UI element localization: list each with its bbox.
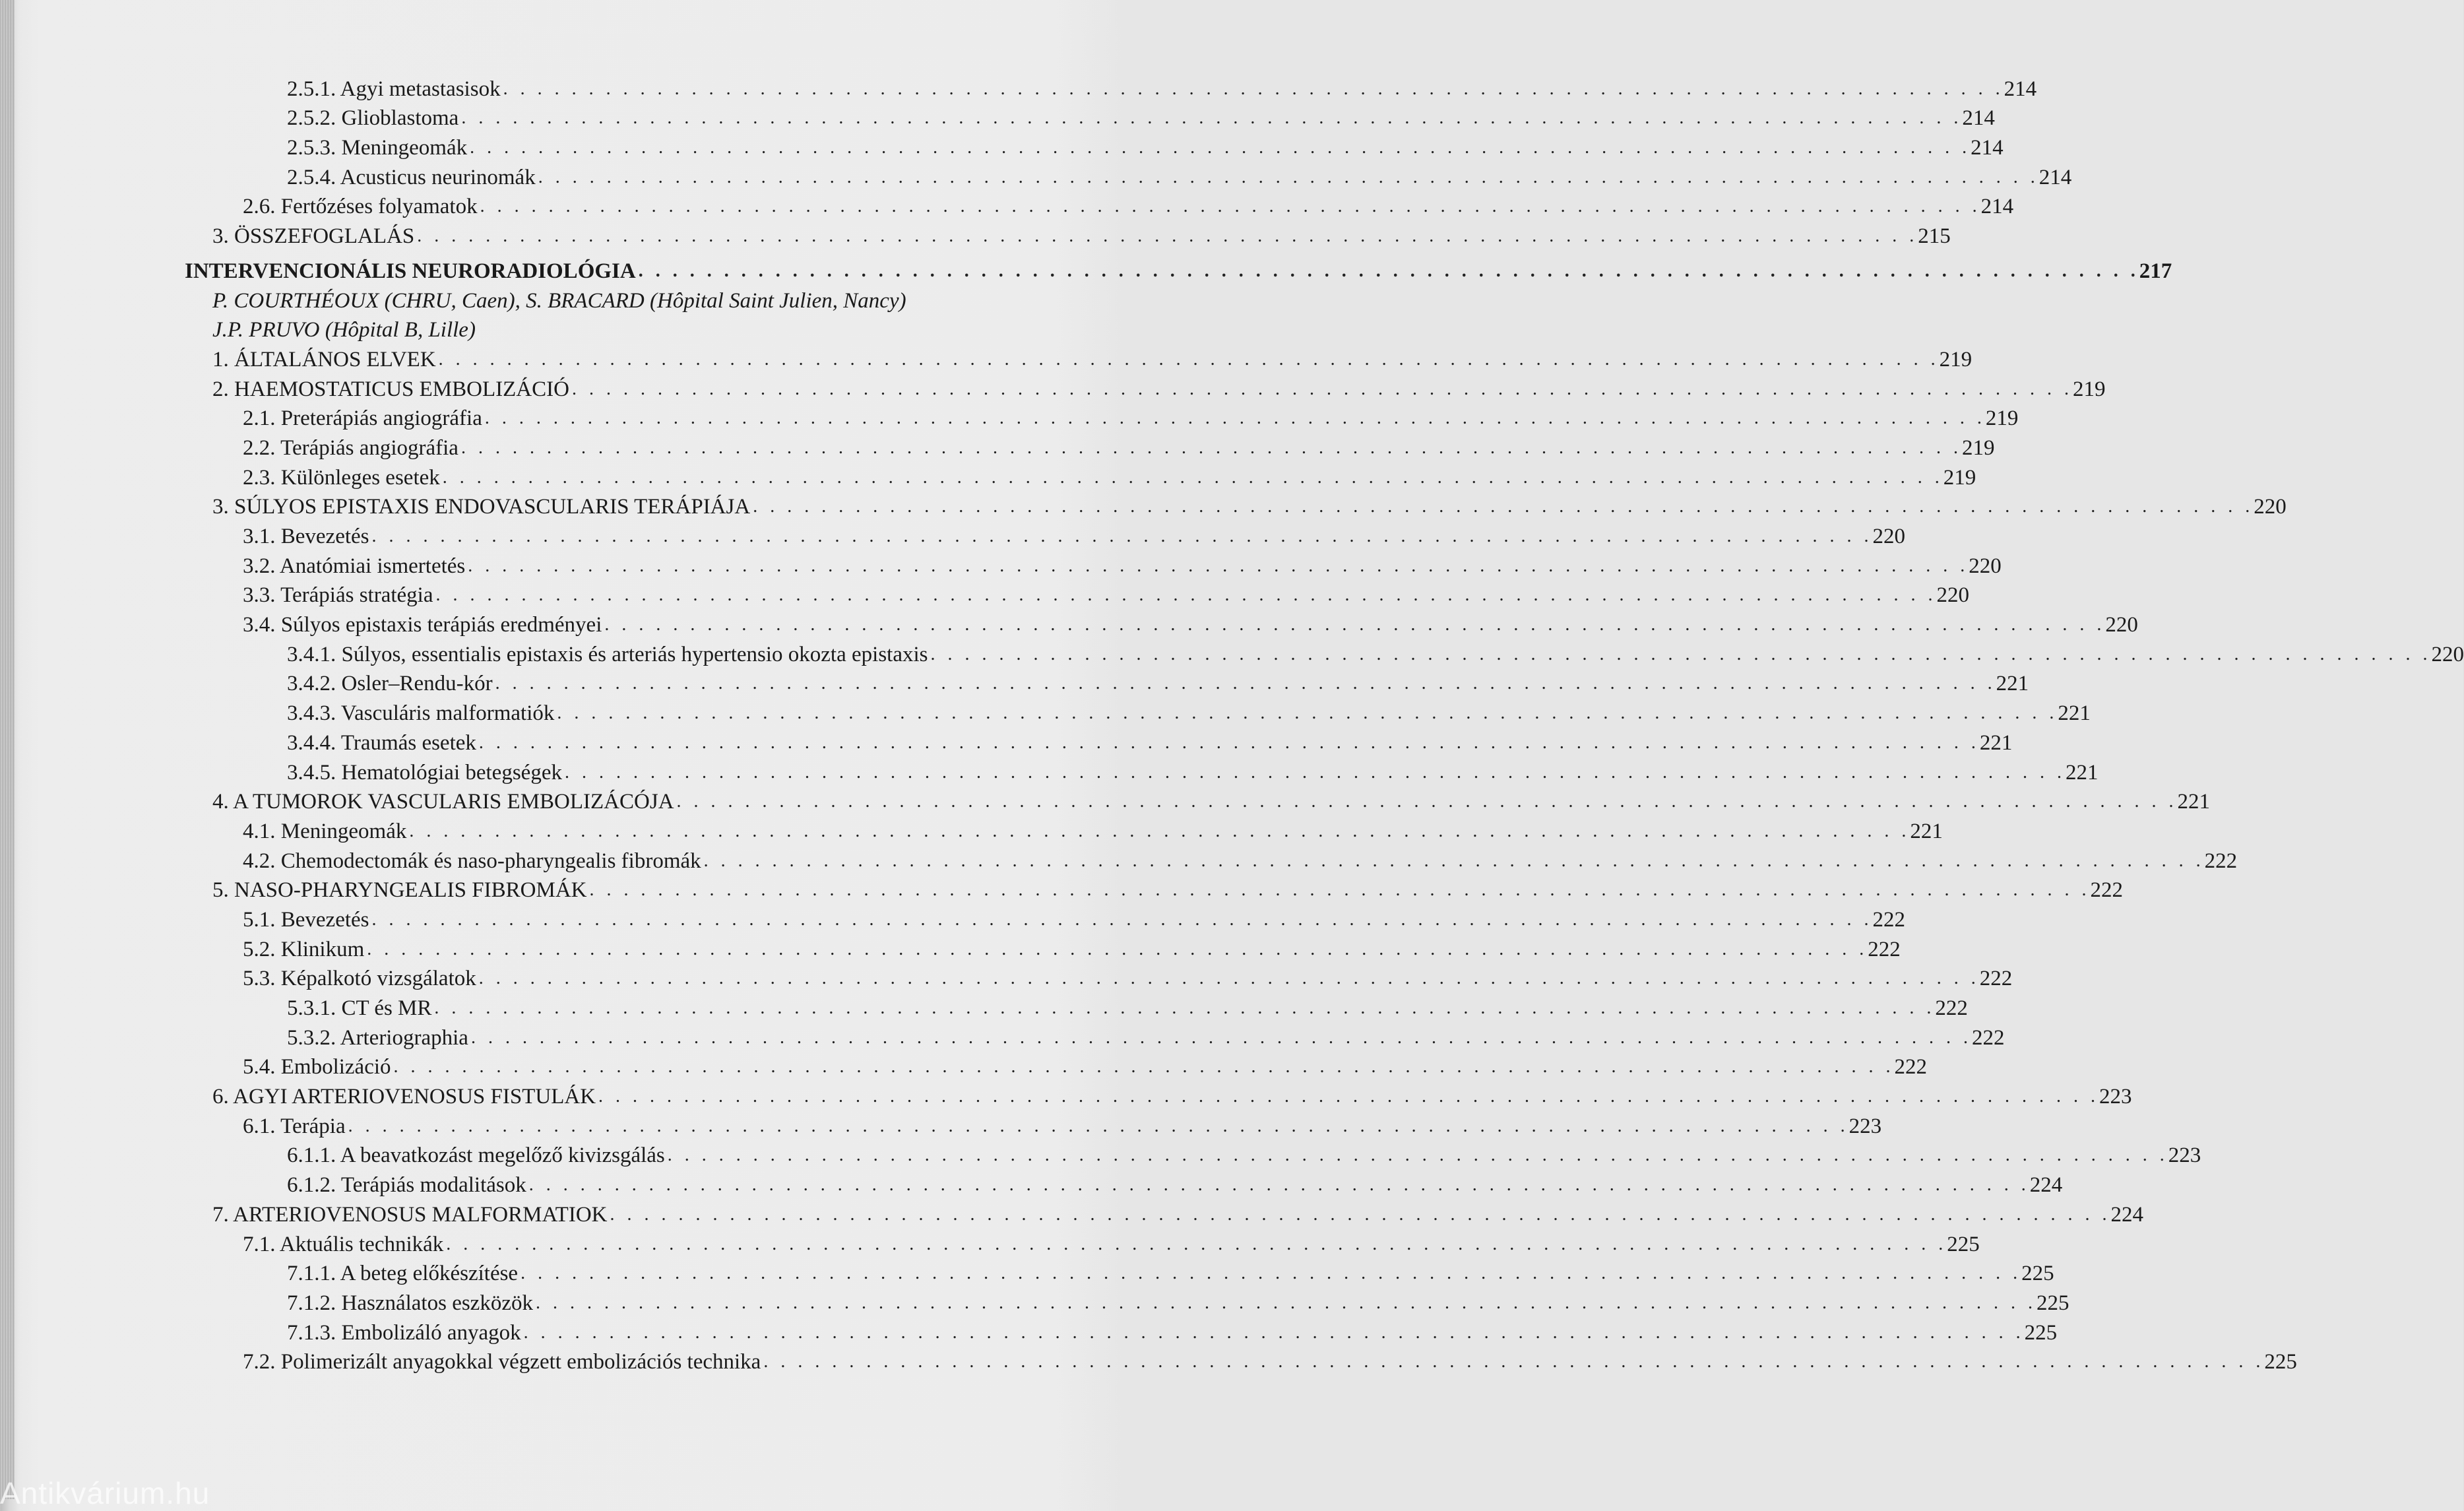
toc-page-number: 219: [1940, 346, 1973, 373]
toc-page-number: 224: [2110, 1202, 2143, 1228]
dot-leader: . . . . . . . . . . . . . . . . . . . . . . . . . . . . . . . . . . . . . . . . . . . . . . . . . . . . . . . . . . . . . . . . . . . . . . . . . . . . . . . . . . . . . . . .: [480, 195, 1981, 218]
toc-entry-label: 2.5.2. Glioblastoma: [287, 105, 461, 131]
toc-page-number: 223: [1849, 1113, 1882, 1140]
dot-leader: . . . . . . . . . . . . . . . . . . . . . . . . . . . . . . . . . . . . . . . . . . . . . . . . . . . . . . . . . . . . . . . . . . . . . . . . . . . . . . . . . . . . . . . .: [704, 850, 2205, 872]
toc-entry-label: 7.1.3. Embolizáló anyagok: [287, 1320, 524, 1346]
toc-page-number: 222: [1873, 907, 1906, 933]
toc-chapter-title: [0, 255, 1124, 284]
toc-entry-label: INTERVENCIONÁLIS NEURORADIOLÓGIA: [185, 258, 639, 284]
toc-entry: [0, 161, 1124, 191]
toc-entry-label: 5. NASO-PHARYNGEALIS FIBROMÁK: [212, 877, 589, 903]
toc-entry-label: 5.2. Klinikum: [243, 936, 367, 963]
toc-page-number: 214: [2039, 164, 2072, 191]
toc-entry: [0, 638, 1124, 668]
dot-leader: . . . . . . . . . . . . . . . . . . . . . . . . . . . . . . . . . . . . . . . . . . . . . . . . . . . . . . . . . . . . . . . . . . . . . . . . . . . . . . . . . . . . . . . .: [495, 672, 1996, 695]
dot-leader: . . . . . . . . . . . . . . . . . . . . . . . . . . . . . . . . . . . . . . . . . . . . . . . . . . . . . . . . . . . . . . . . . . . . . . . . . . . . . . . . . . . . . . . .: [753, 496, 2254, 518]
toc-entry: [0, 697, 1124, 726]
toc-entry-label: 3.4.4. Traumás esetek: [287, 730, 479, 756]
dot-leader: . . . . . . . . . . . . . . . . . . . . . . . . . . . . . . . . . . . . . . . . . . . . . . . . . . . . . . . . . . . . . . . . . . . . . . . . . . . . . . . . . . . . . . . .: [521, 1262, 2021, 1285]
toc-entry: [0, 102, 1124, 132]
toc-page-number: 217: [2139, 258, 2172, 284]
toc-entry: [0, 992, 1124, 1021]
dot-leader: . . . . . . . . . . . . . . . . . . . . . . . . . . . . . . . . . . . . . . . . . . . . . . . . . . . . . . . . . . . . . . . . . . . . . . . . . . . . . . . . . . . . . . . .: [479, 967, 1980, 990]
toc-entry-label: 3.2. Anatómiai ismertetés: [243, 553, 468, 579]
toc-entry: [0, 815, 1124, 845]
toc-entry-label: 7.1. Aktuális technikák: [243, 1231, 446, 1258]
toc-page-number: 222: [1980, 965, 2013, 992]
dot-leader: . . . . . . . . . . . . . . . . . . . . . . . . . . . . . . . . . . . . . . . . . . . . . . . . . . . . . . . . . . . . . . . . . . . . . . . . . . . . . . . . . . . . . . . .: [668, 1144, 2168, 1167]
toc-page-number: 225: [1947, 1231, 1980, 1258]
toc-entry: [0, 786, 1124, 816]
toc-page-number: 220: [1969, 553, 2002, 579]
toc-entry: [0, 131, 1124, 161]
toc-entry-label: 3.4.3. Vasculáris malformatiók: [287, 700, 557, 726]
dot-leader: . . . . . . . . . . . . . . . . . . . . . . . . . . . . . . . . . . . . . . . . . . . . . . . . . . . . . . . . . . . . . . . . . . . . . . . . . . . . . . . . . . . . . . . .: [572, 378, 2073, 401]
toc-entry-label: 6. AGYI ARTERIOVENOSUS FISTULÁK: [212, 1083, 598, 1110]
toc-page-number: 220: [2254, 494, 2287, 520]
toc-entry-label: 3.4. Súlyos epistaxis terápiás eredményei: [243, 612, 604, 638]
toc-entry: [0, 1169, 1124, 1198]
dot-leader: . . . . . . . . . . . . . . . . . . . . . . . . . . . . . . . . . . . . . . . . . . . . . . . . . . . . . . . . . . . . . . . . . . . . . . . . . . . . . . . . . . . . . . . .: [348, 1115, 1849, 1138]
dot-leader: . . . . . . . . . . . . . . . . . . . . . . . . . . . . . . . . . . . . . . . . . . . . . . . . . . . . . . . . . . . . . . . . . . . . . . . . . . . . . . . . . . . . . . . .: [409, 820, 1910, 843]
dot-leader: . . . . . . . . . . . . . . . . . . . . . . . . . . . . . . . . . . . . . . . . . . . . . . . . . . . . . . . . . . . . . . . . . . . . . . . . . . . . . . . . . . . . . . . .: [677, 790, 2178, 813]
toc-entry-label: J.P. PRUVO (Hôpital B, Lille): [212, 317, 478, 343]
toc-entry-label: 2.5.1. Agyi metastasisok: [287, 76, 503, 102]
toc-page-number: 221: [2066, 759, 2099, 786]
toc-entry-label: 5.3. Képalkotó vizsgálatok: [243, 965, 479, 992]
toc-entry: [0, 845, 1124, 874]
toc-entry-label: 3.4.5. Hematológiai betegségek: [287, 759, 565, 786]
toc-entry: [0, 1228, 1124, 1258]
dot-leader: . . . . . . . . . . . . . . . . . . . . . . . . . . . . . . . . . . . . . . . . . . . . . . . . . . . . . . . . . . . . . . . . . . . . . . . . . . . . . . . . . . . . . . . .: [394, 1056, 1895, 1078]
dot-leader: . . . . . . . . . . . . . . . . . . . . . . . . . . . . . . . . . . . . . . . . . . . . . . . . . . . . . . . . . . . . . . . . . . . . . . . . . . . . . . . . . . . . . . . .: [434, 997, 1935, 1019]
toc-entry-label: 3.1. Bevezetés: [243, 523, 372, 550]
toc-page-number: 220: [2432, 641, 2464, 668]
dot-leader: . . . . . . . . . . . . . . . . . . . . . . . . . . . . . . . . . . . . . . . . . . . . . . . . . . . . . . . . . . . . . . . . . . . . . . . . . . . . . . . . . . . . . . . .: [461, 107, 1962, 129]
toc-entry-label: 1. ÁLTALÁNOS ELVEK: [212, 346, 439, 373]
toc-page-number: 222: [1868, 936, 1901, 963]
toc-entry: [0, 1110, 1124, 1140]
toc-entry: [0, 903, 1124, 933]
toc-page-number: 215: [1918, 223, 1951, 249]
dot-leader: . . . . . . . . . . . . . . . . . . . . . . . . . . . . . . . . . . . . . . . . . . . . . . . . . . . . . . . . . . . . . . . . . . . . . . . . . . . . . . . . . . . . . . . .: [470, 137, 1971, 159]
toc-entry: [0, 1316, 1124, 1346]
toc-entry-label: 3.4.2. Osler–Rendu-kór: [287, 670, 495, 697]
dot-leader: . . . . . . . . . . . . . . . . . . . . . . . . . . . . . . . . . . . . . . . . . . . . . . . . . . . . . . . . . . . . . . . . . . . . . . . . . . . . . . . . . . . . . . . .: [435, 584, 1936, 606]
toc-page-number: 214: [1971, 135, 2004, 161]
toc-page-number: 219: [1943, 465, 1976, 491]
toc-page-number: 222: [2090, 877, 2123, 903]
toc-entry-label: 2.5.3. Meningeomák: [287, 135, 470, 161]
dot-leader: . . . . . . . . . . . . . . . . . . . . . . . . . . . . . . . . . . . . . . . . . . . . . . . . . . . . . . . . . . . . . . . . . . . . . . . . . . . . . . . . . . . . . . . .: [372, 525, 1873, 548]
toc-entry-label: 7.1.2. Használatos eszközök: [287, 1290, 536, 1316]
dot-leader: . . . . . . . . . . . . . . . . . . . . . . . . . . . . . . . . . . . . . . . . . . . . . . . . . . . . . . . . . . . . . . . . . . . . . . . . . . . . . . . . . . . . . . . .: [763, 1351, 2264, 1373]
toc-entry: [0, 73, 1124, 102]
dot-leader: . . . . . . . . . . . . . . . . . . . . . . . . . . . . . . . . . . . . . . . . . . . . . . . . . . . . . . . . . . . . . . . . . . . . . . . . . . . . . . . . . . . . . . . .: [610, 1204, 2110, 1226]
dot-leader: . . . . . . . . . . . . . . . . . . . . . . . . . . . . . . . . . . . . . . . . . . . . . . . . . . . . . . . . . . . . . . . . . . . . . . . . . . . . . . . . . . . . . . . .: [604, 614, 2105, 636]
dot-leader: . . . . . . . . . . . . . . . . . . . . . . . . . . . . . . . . . . . . . . . . . . . . . . . . . . . . . . . . . . . . . . . . . . . . . . . . . . . . . . . . . . . . . . . .: [446, 1233, 1947, 1256]
toc-entry: [0, 933, 1124, 963]
toc-entry-label: 2.1. Preterápiás angiográfia: [243, 405, 485, 432]
dot-leader: . . . . . . . . . . . . . . . . . . . . . . . . . . . . . . . . . . . . . . . . . . . . . . . . . . . . . . . . . . . . . . . . . . . . . . . . . . . . . . . . . . . . . . . .: [538, 166, 2039, 189]
dot-leader: . . . . . . . . . . . . . . . . . . . . . . . . . . . . . . . . . . . . . . . . . . . . . . . . . . . . . . . . . . . . . . . . . . . . . . . . . . . . . . . . . . . . . . . .: [503, 78, 2004, 100]
toc-entry: [0, 432, 1124, 461]
toc-entry-label: 7.1.1. A beteg előkészítése: [287, 1260, 521, 1287]
toc-page-number: 221: [1996, 670, 2029, 697]
toc-entry-label: 4. A TUMOROK VASCULARIS EMBOLIZÁCÓJA: [212, 788, 677, 815]
table-of-contents: [0, 73, 1124, 1375]
toc-entry: [0, 220, 1124, 249]
toc-page-number: 222: [1972, 1025, 2005, 1051]
toc-page-number: 225: [2037, 1290, 2069, 1316]
toc-entry-label: 2.6. Fertőzéses folyamatok: [243, 193, 480, 220]
toc-entry-label: 6.1.2. Terápiás modalitások: [287, 1172, 529, 1198]
dot-leader: . . . . . . . . . . . . . . . . . . . . . . . . . . . . . . . . . . . . . . . . . . . . . . . . . . . . . . . . . . . . . . . . . . . . . . . . . . . . . . . . . . . . . . . .: [443, 466, 1943, 489]
toc-page-number: 224: [2030, 1172, 2063, 1198]
toc-entry: [0, 1258, 1124, 1287]
dot-leader: . . . . . . . . . . . . . . . . . . . . . . . . . . . . . . . . . . . . . . . . . . . . . . . . . . . . . . . . . . . . . . . . . . . . . . . . . . . . . . . . . . . . . . . .: [417, 225, 1918, 247]
toc-page-number: 220: [1936, 582, 1969, 608]
toc-entry: [0, 608, 1124, 638]
toc-author-line: [0, 284, 1124, 314]
dot-leader: . . . . . . . . . . . . . . . . . . . . . . . . . . . . . . . . . . . . . . . . . . . . . . . . . . . . . . . . . . . . . . . . . . . . . . . . . . . . . . . . . . . . . . . .: [598, 1085, 2099, 1108]
dot-leader: . . . . . . . . . . . . . . . . . . . . . . . . . . . . . . . . . . . . . . . . . . . . . . . . . . . . . . . . . . . . . . . . . . . . . . . . . . . . . . . . . . . . . . . .: [639, 260, 2139, 282]
dot-leader: . . . . . . . . . . . . . . . . . . . . . . . . . . . . . . . . . . . . . . . . . . . . . . . . . . . . . . . . . . . . . . . . . . . . . . . . . . . . . . . . . . . . . . . .: [439, 348, 1940, 371]
toc-entry-label: 2.2. Terápiás angiográfia: [243, 435, 461, 461]
toc-page-number: 225: [2025, 1320, 2058, 1346]
dot-leader: . . . . . . . . . . . . . . . . . . . . . . . . . . . . . . . . . . . . . . . . . . . . . . . . . . . . . . . . . . . . . . . . . . . . . . . . . . . . . . . . . . . . . . . .: [589, 879, 2090, 901]
toc-entry-label: 2.3. Különleges esetek: [243, 465, 443, 491]
toc-entry-label: 5.1. Bevezetés: [243, 907, 372, 933]
toc-entry: [0, 756, 1124, 786]
toc-entry: [0, 520, 1124, 550]
dot-leader: . . . . . . . . . . . . . . . . . . . . . . . . . . . . . . . . . . . . . . . . . . . . . . . . . . . . . . . . . . . . . . . . . . . . . . . . . . . . . . . . . . . . . . . .: [367, 938, 1868, 961]
toc-entry: [0, 874, 1124, 904]
toc-page-number: 221: [1910, 818, 1943, 845]
toc-page-number: 221: [2058, 700, 2091, 726]
toc-entry: [0, 1198, 1124, 1228]
toc-entry: [0, 1080, 1124, 1110]
toc-entry: [0, 343, 1124, 373]
toc-entry: [0, 1021, 1124, 1051]
toc-entry: [0, 373, 1124, 402]
toc-page-number: 219: [1986, 405, 2019, 432]
toc-entry: [0, 550, 1124, 579]
toc-entry-label: 6.1.1. A beavatkozást megelőző kivizsgálás: [287, 1142, 668, 1169]
toc-page-number: 219: [2073, 376, 2106, 402]
toc-entry: [0, 726, 1124, 756]
dot-leader: . . . . . . . . . . . . . . . . . . . . . . . . . . . . . . . . . . . . . . . . . . . . . . . . . . . . . . . . . . . . . . . . . . . . . . . . . . . . . . . . . . . . . . . .: [479, 732, 1980, 754]
toc-page-number: 219: [1962, 435, 1995, 461]
toc-entry: [0, 461, 1124, 491]
watermark: Antikvárium.hu: [0, 1475, 210, 1511]
toc-page-number: 214: [1981, 193, 2014, 220]
toc-entry-label: 3. ÖSSZEFOGLALÁS: [212, 223, 417, 249]
toc-page-number: 222: [1895, 1054, 1928, 1080]
toc-entry-label: 5.4. Embolizáció: [243, 1054, 394, 1080]
toc-entry: [0, 668, 1124, 697]
toc-author-line: [0, 314, 1124, 344]
toc-entry: [0, 1051, 1124, 1081]
toc-page-number: 222: [1935, 995, 1968, 1021]
toc-page-number: 221: [1980, 730, 2013, 756]
dot-leader: . . . . . . . . . . . . . . . . . . . . . . . . . . . . . . . . . . . . . . . . . . . . . . . . . . . . . . . . . . . . . . . . . . . . . . . . . . . . . . . . . . . . . . . .: [536, 1292, 2037, 1314]
toc-entry-label: 7. ARTERIOVENOSUS MALFORMATIOK: [212, 1202, 610, 1228]
dot-leader: . . . . . . . . . . . . . . . . . . . . . . . . . . . . . . . . . . . . . . . . . . . . . . . . . . . . . . . . . . . . . . . . . . . . . . . . . . . . . . . . . . . . . . . .: [485, 407, 1986, 430]
toc-entry-label: 2. HAEMOSTATICUS EMBOLIZÁCIÓ: [212, 376, 572, 402]
toc-entry-label: 3. SÚLYOS EPISTAXIS ENDOVASCULARIS TERÁPIÁJA: [212, 494, 753, 520]
toc-entry-label: 3.4.1. Súlyos, essentialis epistaxis és arteriás hypertensio okozta epistaxis: [287, 641, 931, 668]
toc-entry-label: P. COURTHÉOUX (CHRU, Caen), S. BRACARD (Hôpital Saint Julien, Nancy): [212, 288, 909, 314]
toc-entry-label: 3.3. Terápiás stratégia: [243, 582, 435, 608]
dot-leader: . . . . . . . . . . . . . . . . . . . . . . . . . . . . . . . . . . . . . . . . . . . . . . . . . . . . . . . . . . . . . . . . . . . . . . . . . . . . . . . . . . . . . . . .: [471, 1027, 1972, 1049]
toc-entry-label: 4.1. Meningeomák: [243, 818, 409, 845]
dot-leader: . . . . . . . . . . . . . . . . . . . . . . . . . . . . . . . . . . . . . . . . . . . . . . . . . . . . . . . . . . . . . . . . . . . . . . . . . . . . . . . . . . . . . . . .: [557, 702, 2058, 724]
dot-leader: . . . . . . . . . . . . . . . . . . . . . . . . . . . . . . . . . . . . . . . . . . . . . . . . . . . . . . . . . . . . . . . . . . . . . . . . . . . . . . . . . . . . . . . .: [468, 555, 1969, 577]
toc-page-number: 220: [1873, 523, 1906, 550]
toc-entry: [0, 491, 1124, 521]
toc-entry-label: 2.5.4. Acusticus neurinomák: [287, 164, 538, 191]
toc-entry: [0, 402, 1124, 432]
toc-entry-label: 5.3.2. Arteriographia: [287, 1025, 471, 1051]
toc-page-number: 214: [2004, 76, 2037, 102]
dot-leader: . . . . . . . . . . . . . . . . . . . . . . . . . . . . . . . . . . . . . . . . . . . . . . . . . . . . . . . . . . . . . . . . . . . . . . . . . . . . . . . . . . . . . . . .: [931, 643, 2432, 666]
toc-page-number: 221: [2178, 788, 2211, 815]
toc-entry-label: 6.1. Terápia: [243, 1113, 348, 1140]
toc-entry: [0, 1346, 1124, 1376]
toc-page-number: 225: [2021, 1260, 2054, 1287]
toc-entry: [0, 579, 1124, 609]
toc-entry-label: 7.2. Polimerizált anyagokkal végzett embolizációs technika: [243, 1349, 763, 1375]
dot-leader: . . . . . . . . . . . . . . . . . . . . . . . . . . . . . . . . . . . . . . . . . . . . . . . . . . . . . . . . . . . . . . . . . . . . . . . . . . . . . . . . . . . . . . . .: [524, 1322, 2025, 1344]
toc-page-number: 222: [2205, 848, 2238, 874]
toc-page-number: 214: [1962, 105, 1995, 131]
dot-leader: . . . . . . . . . . . . . . . . . . . . . . . . . . . . . . . . . . . . . . . . . . . . . . . . . . . . . . . . . . . . . . . . . . . . . . . . . . . . . . . . . . . . . . . .: [529, 1174, 2030, 1196]
toc-page-number: 220: [2105, 612, 2138, 638]
toc-entry-label: 5.3.1. CT és MR: [287, 995, 434, 1021]
toc-entry: [0, 1140, 1124, 1169]
dot-leader: . . . . . . . . . . . . . . . . . . . . . . . . . . . . . . . . . . . . . . . . . . . . . . . . . . . . . . . . . . . . . . . . . . . . . . . . . . . . . . . . . . . . . . . .: [565, 761, 2066, 784]
toc-entry: [0, 191, 1124, 220]
dot-leader: . . . . . . . . . . . . . . . . . . . . . . . . . . . . . . . . . . . . . . . . . . . . . . . . . . . . . . . . . . . . . . . . . . . . . . . . . . . . . . . . . . . . . . . .: [372, 909, 1873, 931]
toc-entry: [0, 963, 1124, 992]
toc-entry: [0, 1287, 1124, 1316]
toc-page-number: 223: [2168, 1142, 2201, 1169]
toc-page-number: 223: [2099, 1083, 2132, 1110]
toc-entry-label: 4.2. Chemodectomák és naso-pharyngealis fibromák: [243, 848, 704, 874]
toc-page-number: 225: [2264, 1349, 2297, 1375]
dot-leader: . . . . . . . . . . . . . . . . . . . . . . . . . . . . . . . . . . . . . . . . . . . . . . . . . . . . . . . . . . . . . . . . . . . . . . . . . . . . . . . . . . . . . . . .: [461, 437, 1962, 459]
